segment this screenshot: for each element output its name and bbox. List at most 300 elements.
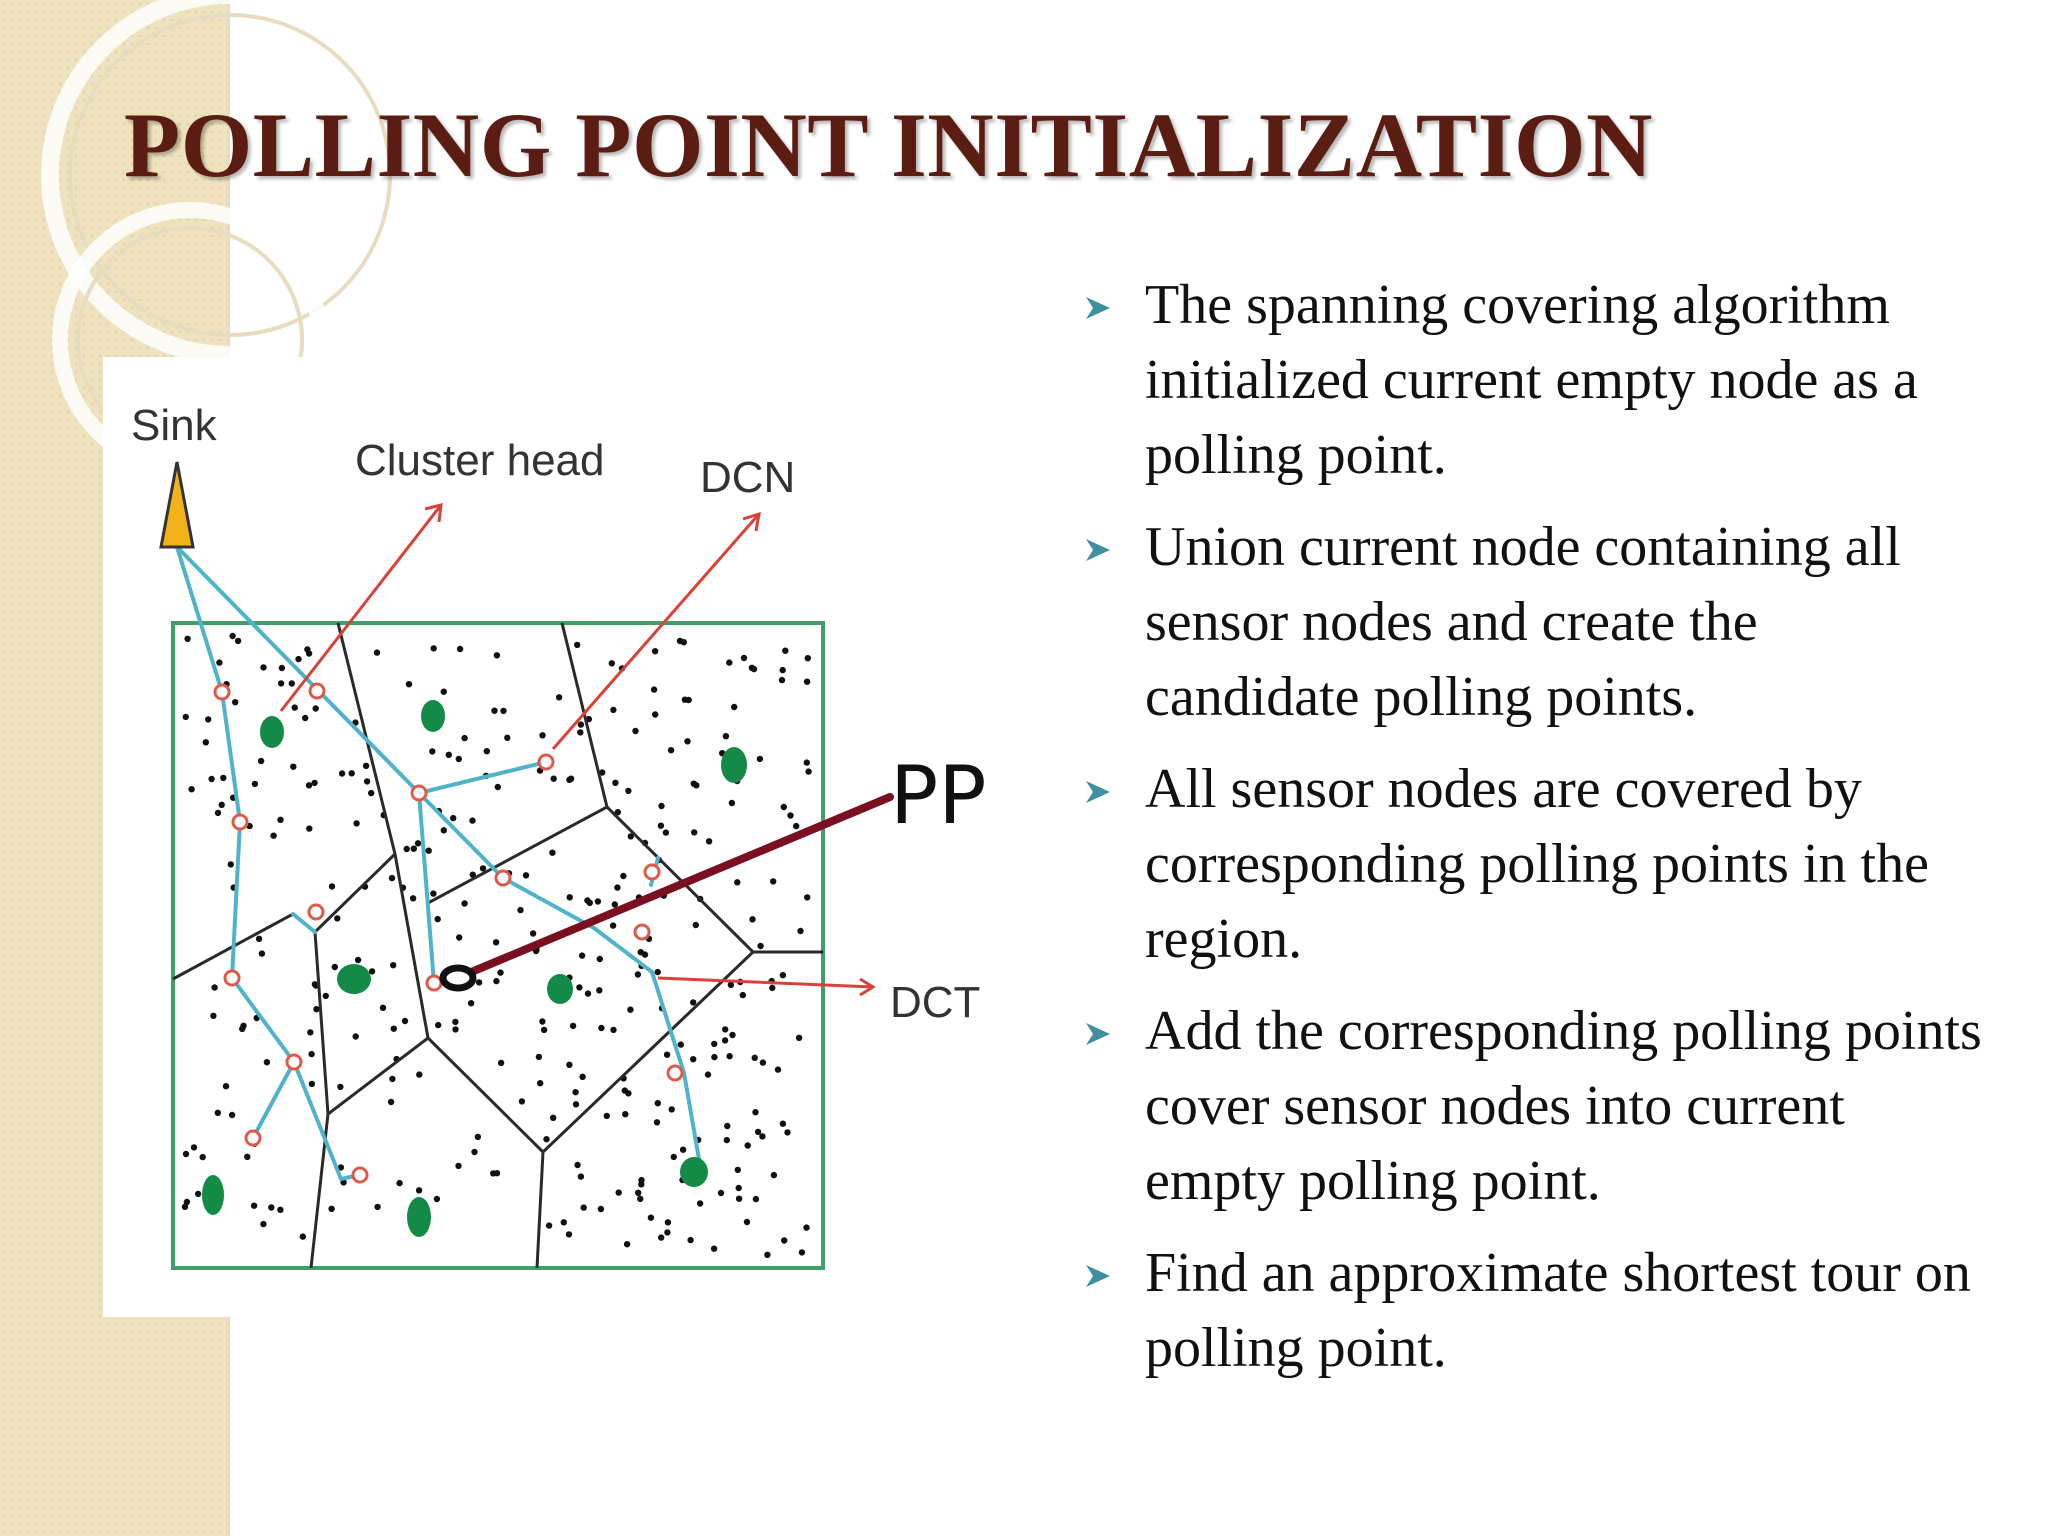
arrowhead-bullet-icon: [1082, 1260, 1114, 1292]
cell-boundary: [395, 854, 428, 1038]
sensor-node: [570, 1023, 576, 1029]
sensor-node: [654, 1119, 660, 1125]
sensor-node: [256, 936, 262, 942]
sensor-node: [574, 1162, 580, 1168]
sensor-node: [782, 648, 788, 654]
sensor-node: [576, 984, 582, 990]
sensor-node: [471, 1149, 477, 1155]
sensor-node: [292, 704, 298, 710]
sensor-node: [364, 778, 370, 784]
polling-point: [225, 971, 239, 985]
sensor-node: [461, 735, 467, 741]
sensor-node: [711, 1041, 717, 1047]
sensor-node: [745, 1142, 751, 1148]
sensor-node: [572, 1089, 578, 1095]
sensor-node: [723, 733, 729, 739]
sensor-node: [461, 900, 467, 906]
sensor-node: [595, 898, 601, 904]
sensor-node: [622, 1087, 628, 1093]
sensor-node: [390, 962, 396, 968]
sensor-node: [259, 950, 265, 956]
pp-marker: [443, 968, 473, 988]
polling-point: [310, 684, 324, 698]
sensor-node: [277, 1207, 283, 1213]
polling-point: [496, 871, 510, 885]
sensor-node: [203, 739, 209, 745]
sensor-node: [729, 800, 735, 806]
sensor-node: [804, 894, 810, 900]
sensor-node: [771, 1172, 777, 1178]
sensor-node: [568, 776, 574, 782]
sensor-node: [229, 1112, 235, 1118]
slide-title: POLLING POINT INITIALIZATION: [124, 94, 1653, 196]
sensor-node: [455, 1163, 461, 1169]
sensor-node: [452, 1026, 458, 1032]
sensor-node: [334, 915, 340, 921]
bullet-text: All sensor nodes are covered by corresponding polling points in the region.: [1145, 758, 1929, 970]
sensor-node: [551, 776, 557, 782]
sensor-node: [228, 861, 234, 867]
sensor-node: [313, 1006, 319, 1012]
sensor-node: [781, 804, 787, 810]
sensor-node: [450, 815, 456, 821]
sensor-node: [610, 707, 616, 713]
sensor-node: [573, 1101, 579, 1107]
sensor-node: [404, 846, 410, 852]
sensor-node: [724, 1123, 730, 1129]
sensor-node: [625, 788, 631, 794]
sensor-node: [780, 667, 786, 673]
sensor-node: [523, 872, 529, 878]
sensor-node: [268, 1204, 274, 1210]
sensor-node: [736, 1196, 742, 1202]
cell-boundary: [315, 932, 328, 1114]
sensor-node: [374, 1204, 380, 1210]
cell-boundary: [311, 952, 753, 1268]
sensor-node: [622, 1111, 628, 1117]
sensor-node: [289, 680, 295, 686]
sensor-node: [635, 1190, 641, 1196]
sensor-node: [434, 1196, 440, 1202]
sensor-node: [632, 728, 638, 734]
cluster-head-node: [407, 1197, 431, 1237]
sink: [131, 401, 218, 547]
cluster-head-node: [547, 974, 573, 1004]
sensor-node: [402, 1018, 408, 1024]
sensor-node: [752, 1109, 758, 1115]
sensor-node: [652, 648, 658, 654]
sensor-node: [306, 782, 312, 788]
sensor-node: [215, 1110, 221, 1116]
sensor-node: [671, 1154, 677, 1160]
sensor-node: [655, 969, 661, 975]
sensor-node: [300, 1233, 306, 1239]
sensor-node: [764, 1252, 770, 1258]
sensor-node: [456, 756, 462, 762]
sensor-node: [457, 646, 463, 652]
sensor-node: [655, 1100, 661, 1106]
sensor-node: [642, 951, 648, 957]
sensor-node: [468, 1000, 474, 1006]
bullet-list: [1082, 268, 1982, 1403]
sensor-node: [561, 1219, 567, 1225]
sensor-node: [718, 1190, 724, 1196]
sensor-node: [627, 1007, 633, 1013]
sensor-node: [380, 1005, 386, 1011]
sensor-node: [504, 735, 510, 741]
pp-label: PP: [890, 749, 987, 842]
sensor-node: [596, 987, 602, 993]
cluster-head-node: [680, 1157, 708, 1187]
sensor-node: [517, 907, 523, 913]
sensor-node: [612, 780, 618, 786]
sensor-node: [584, 897, 590, 903]
cell-boundary: [428, 623, 607, 903]
polling-point: [309, 905, 323, 919]
sensor-node: [430, 890, 436, 896]
sensor-node: [652, 711, 658, 717]
sensor-node: [752, 1055, 758, 1061]
sensor-node: [429, 748, 435, 754]
sensor-node: [680, 1147, 686, 1153]
polling-point: [287, 1055, 301, 1069]
polling-point: [412, 786, 426, 800]
sensor-node: [663, 829, 669, 835]
sensor-node: [328, 1206, 334, 1212]
sensor-node: [260, 1221, 266, 1227]
sensor-node: [805, 768, 811, 774]
cell-boundary: [537, 1152, 543, 1268]
sensor-node: [635, 971, 641, 977]
polling-point: [635, 925, 649, 939]
sensor-node: [755, 1129, 761, 1135]
sensor-node: [669, 1106, 675, 1112]
sensor-node: [307, 1029, 313, 1035]
sensor-node: [546, 1222, 552, 1228]
sensor-node: [780, 972, 786, 978]
sensor-node: [536, 1054, 542, 1060]
cluster-head-node: [721, 747, 747, 783]
sensor-node: [220, 775, 226, 781]
sensor-node: [539, 1018, 545, 1024]
sensor-node: [391, 1026, 397, 1032]
polling-point-diagram: [103, 357, 987, 1317]
link-path: [419, 793, 434, 983]
sensor-node: [260, 664, 266, 670]
sensor-node: [353, 1033, 359, 1039]
sensor-node: [566, 1062, 572, 1068]
sensor-node: [610, 922, 616, 928]
arrowhead-bullet-icon: [1082, 534, 1114, 566]
sensor-node: [799, 1249, 805, 1255]
sensor-node: [556, 694, 562, 700]
sensor-node: [493, 939, 499, 945]
sensor-node: [753, 1196, 759, 1202]
sensor-node: [332, 964, 338, 970]
arrowhead-bullet-icon: [1082, 292, 1114, 324]
sensor-node: [388, 1099, 394, 1105]
sensor-node: [585, 990, 591, 996]
sensor-node: [638, 1181, 644, 1187]
sensor-node: [677, 638, 683, 644]
cluster-head-node: [202, 1175, 224, 1215]
sensor-node: [578, 1173, 584, 1179]
bullet-text: Union current node containing all sensor nodes and create the candidate polling points.: [1145, 516, 1901, 728]
sink-label: Sink: [131, 401, 217, 450]
sensor-node: [264, 1059, 270, 1065]
sensor-node: [490, 1170, 496, 1176]
sensor-node: [577, 729, 583, 735]
sensor-node: [183, 714, 189, 720]
polling-point: [645, 865, 659, 879]
sensor-node: [446, 752, 452, 758]
sensor-node: [539, 732, 545, 738]
sensor-node: [550, 1115, 556, 1121]
sensor-node: [251, 1203, 257, 1209]
sensor-node: [598, 1206, 604, 1212]
sink-triangle-icon: [161, 462, 193, 547]
sensor-node: [705, 1071, 711, 1077]
diagram-canvas: [103, 357, 987, 1317]
sensor-node: [290, 764, 296, 770]
sensor-node: [306, 825, 312, 831]
sensor-node: [205, 716, 211, 722]
sensor-node: [624, 1241, 630, 1247]
sensor-node: [610, 1027, 616, 1033]
sensor-node: [441, 827, 447, 833]
sensor-node: [693, 922, 699, 928]
sensor-node: [441, 689, 447, 695]
sensor-node: [494, 652, 500, 658]
cluster-head-node: [260, 716, 284, 748]
sensor-node: [216, 659, 222, 665]
sensor-node: [664, 1052, 670, 1058]
sensor-node: [537, 1080, 543, 1086]
sensor-node: [311, 780, 317, 786]
sensor-node: [183, 1151, 189, 1157]
sensor-node: [726, 659, 732, 665]
sensor-node: [805, 655, 811, 661]
polling-points: [215, 684, 682, 1182]
sensor-node: [804, 759, 810, 765]
sensor-node: [731, 704, 737, 710]
sensor-node: [313, 705, 319, 711]
sensor-node: [353, 820, 359, 826]
sensor-node: [803, 1224, 809, 1230]
data-links: [177, 547, 700, 1179]
sensor-node: [691, 829, 697, 835]
sensor-node: [579, 952, 585, 958]
sensor-node: [728, 982, 734, 988]
sensor-node: [722, 1037, 728, 1043]
cell-boundary: [173, 623, 395, 979]
sensor-node: [304, 646, 310, 652]
sensor-node: [597, 956, 603, 962]
sensor-node: [581, 1204, 587, 1210]
sensor-node: [475, 1134, 481, 1140]
sensor-node: [668, 747, 674, 753]
polling-point: [246, 1131, 260, 1145]
sensor-node: [469, 817, 475, 823]
sensor-node: [637, 1196, 643, 1202]
sensor-node: [781, 1237, 787, 1243]
sensor-node: [566, 1231, 572, 1237]
sensor-node: [697, 1200, 703, 1206]
sensor-node: [541, 1027, 547, 1033]
sensor-node: [726, 1053, 732, 1059]
sensor-node: [648, 1215, 654, 1221]
sensor-node: [219, 802, 225, 808]
sensor-node: [277, 817, 283, 823]
sensor-node: [775, 1066, 781, 1072]
sensor-node: [691, 781, 697, 787]
cluster-head-node: [337, 964, 371, 994]
sensor-node: [368, 790, 374, 796]
sensor-node: [687, 1237, 693, 1243]
bullet-text: Find an approximate shortest tour on polling point.: [1145, 1242, 1971, 1379]
sensor-node: [729, 1032, 735, 1038]
sensor-node: [363, 763, 369, 769]
sensor-node: [779, 677, 785, 683]
polling-point: [668, 1066, 682, 1080]
sensor-node: [567, 894, 573, 900]
dct-label: DCT: [890, 978, 981, 1027]
sensor-node: [722, 1026, 728, 1032]
sensor-node: [740, 992, 746, 998]
sensor-node: [784, 1129, 790, 1135]
sensor-node: [416, 1187, 422, 1193]
polling-point: [353, 1168, 367, 1182]
sensor-node: [229, 633, 235, 639]
sensor-node: [609, 660, 615, 666]
sensor-node: [223, 1083, 229, 1089]
sensor-node: [749, 665, 755, 671]
sensor-node: [690, 1056, 696, 1062]
sensor-node: [235, 638, 241, 644]
sensor-node: [658, 1234, 664, 1240]
sensor-node: [349, 770, 355, 776]
sensor-node: [793, 823, 799, 829]
sensor-node: [476, 979, 482, 985]
sensor-node: [549, 850, 555, 856]
sensor-node: [741, 655, 747, 661]
sensor-node: [279, 665, 285, 671]
pp-pointer: [443, 749, 986, 988]
sensor-node: [406, 681, 412, 687]
sensor-node: [208, 776, 214, 782]
sensor-node: [598, 1025, 604, 1031]
sensor-node: [614, 884, 620, 890]
sensor-node: [706, 838, 712, 844]
sensor-node: [651, 686, 657, 692]
sensor-node: [329, 883, 335, 889]
sensor-node: [491, 708, 497, 714]
sensor-node: [309, 1081, 315, 1087]
sensor-node: [578, 721, 584, 727]
sensor-node: [757, 943, 763, 949]
sensor-node: [244, 1154, 250, 1160]
sensor-node: [435, 1022, 441, 1028]
cluster-head-label: Cluster head: [355, 436, 605, 485]
sensor-node: [389, 875, 395, 881]
bullet-item: [1082, 1236, 1982, 1386]
cluster-head-arrow: [281, 505, 441, 711]
sensor-node: [215, 810, 221, 816]
sensor-node: [498, 1060, 504, 1066]
sensor-node: [374, 649, 380, 655]
sensor-node: [579, 1074, 585, 1080]
cluster-head-node: [421, 700, 445, 732]
sensor-node: [574, 642, 580, 648]
sensor-node: [684, 738, 690, 744]
sensor-node: [355, 957, 361, 963]
sensor-node: [543, 1136, 549, 1142]
sensor-node: [337, 1084, 343, 1090]
sensor-node: [431, 645, 437, 651]
sensor-node: [396, 1180, 402, 1186]
polling-point: [233, 815, 247, 829]
sensor-node: [452, 1019, 458, 1025]
sensor-node: [612, 901, 618, 907]
sensor-node: [604, 1113, 610, 1119]
sensor-node: [188, 786, 194, 792]
sensor-node: [435, 916, 441, 922]
dct-arrow: [658, 978, 873, 987]
sensor-node: [658, 823, 664, 829]
sensor-node: [426, 848, 432, 854]
sensor-node: [389, 1076, 395, 1082]
sensor-node: [769, 985, 775, 991]
sensor-node: [415, 840, 421, 846]
polling-point: [427, 976, 441, 990]
sensor-node: [797, 928, 803, 934]
sensor-node: [760, 1059, 766, 1065]
sensor-node: [232, 699, 238, 705]
sensor-node: [735, 1167, 741, 1173]
sensor-node: [616, 1189, 622, 1195]
sensor-node: [184, 636, 190, 642]
sensor-node: [711, 1246, 717, 1252]
sensor-node: [210, 1013, 216, 1019]
sensor-node: [497, 969, 503, 975]
sensor-node: [620, 873, 626, 879]
sensor-node: [744, 1219, 750, 1225]
sensor-node: [295, 656, 301, 662]
sensor-node: [804, 679, 810, 685]
sensor-node: [308, 1051, 314, 1057]
sensor-node: [191, 1144, 197, 1150]
sensor-node: [686, 697, 692, 703]
bullet-item: [1082, 752, 1982, 977]
sensor-node: [796, 1035, 802, 1041]
sensor-node: [416, 1071, 422, 1077]
sensor-node: [239, 1026, 245, 1032]
dcn-label: DCN: [700, 453, 796, 502]
sensor-node: [678, 1041, 684, 1047]
polling-point: [215, 685, 229, 699]
polling-point: [539, 755, 553, 769]
sensor-node: [734, 879, 740, 885]
sensor-node: [780, 1121, 786, 1127]
sensor-node: [339, 770, 345, 776]
sensor-node: [519, 1098, 525, 1104]
sensor-node: [787, 812, 793, 818]
bullet-item: [1082, 510, 1982, 735]
sensor-node: [184, 1199, 190, 1205]
bullet-item: [1082, 268, 1982, 493]
arrowhead-bullet-icon: [1082, 1018, 1114, 1050]
bullet-item: [1082, 994, 1982, 1219]
